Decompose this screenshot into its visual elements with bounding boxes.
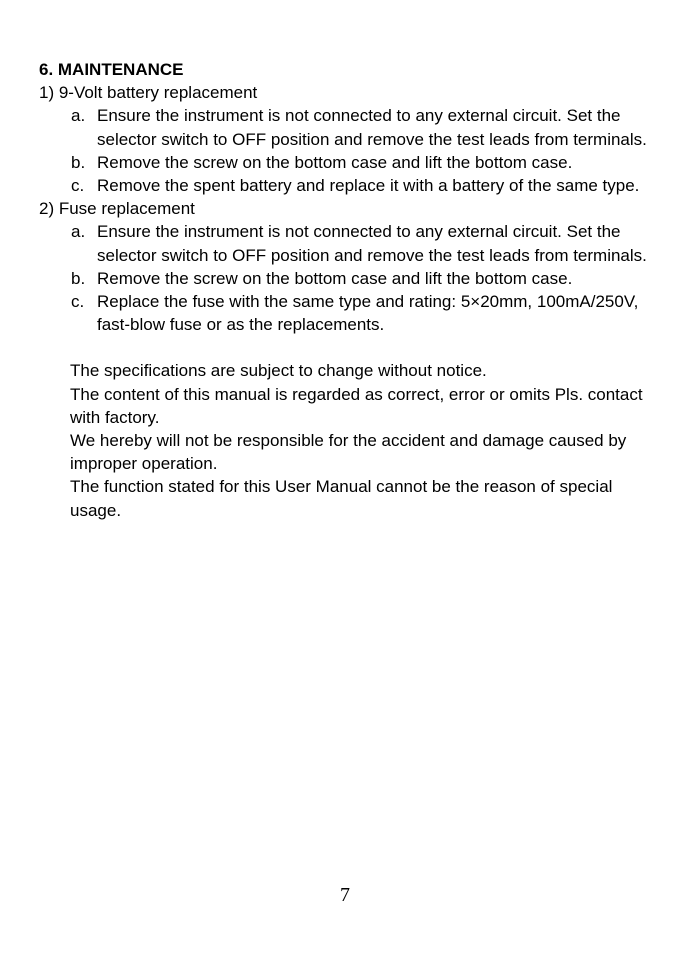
list-item: [39, 151, 659, 174]
list-marker: a.: [71, 222, 86, 242]
disclaimer-content: The content of this manual is regarded as correct, error or omits Pls. contact with factory.: [70, 384, 643, 427]
disclaimer-function: The function stated for this User Manual cannot be the reason of special usage.: [70, 477, 613, 520]
battery-replacement-title: 1) 9-Volt battery replacement: [39, 83, 258, 103]
list-item: [39, 174, 659, 197]
list-item: [39, 267, 659, 290]
list-item-text: Ensure the instrument is not connected to any external circuit. Set the selector switch to OFF position and remove the test leads from terminals.: [97, 106, 647, 149]
fuse-replacement-title: 2) Fuse replacement: [39, 199, 195, 219]
list-item-text: Remove the screw on the bottom case and lift the bottom case.: [97, 152, 573, 172]
list-item-text: Remove the spent battery and replace it with a battery of the same type.: [97, 176, 640, 196]
list-marker: c.: [71, 176, 85, 196]
list-item-text: Ensure the instrument is not connected to any external circuit. Set the selector switch to OFF position and remove the test leads from terminals.: [97, 222, 647, 265]
battery-replacement-steps: [39, 104, 659, 197]
page-number: 7: [340, 884, 350, 906]
list-item-text: Remove the screw on the bottom case and lift the bottom case.: [97, 268, 573, 288]
fuse-replacement-steps: [39, 220, 659, 336]
section-heading: 6. MAINTENANCE: [39, 60, 184, 79]
list-marker: c.: [71, 292, 85, 312]
list-item: [39, 220, 659, 266]
list-marker: a.: [71, 106, 86, 126]
list-marker: b.: [71, 152, 86, 172]
page-content: [39, 58, 659, 522]
disclaimer-liability: We hereby will not be responsible for the accident and damage caused by improper operation.: [70, 431, 627, 474]
list-item: [39, 290, 659, 336]
list-item-text: Replace the fuse with the same type and rating: 5×20mm, 100mA/250V, fast-blow fuse or as the replacements.: [97, 292, 639, 335]
disclaimer-specifications: The specifications are subject to change without notice.: [70, 361, 487, 381]
list-item: [39, 104, 659, 150]
list-marker: b.: [71, 268, 86, 288]
disclaimer-notes: [39, 359, 659, 521]
